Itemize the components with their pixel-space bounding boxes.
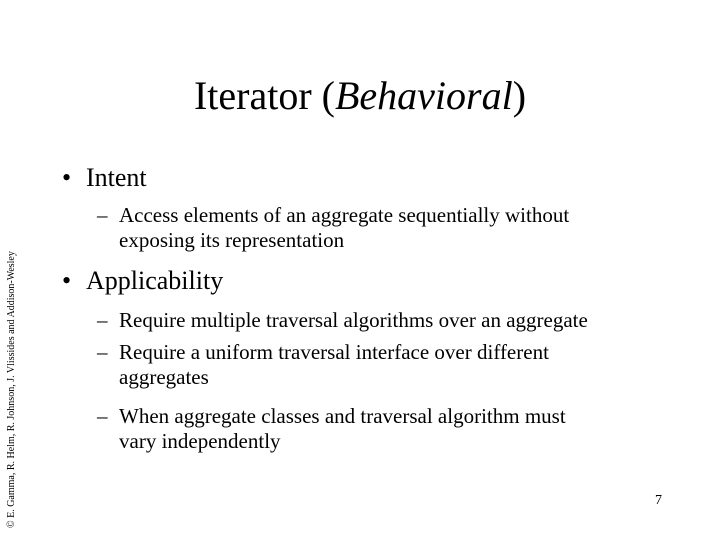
section-heading-applicability [62,266,223,296]
list-item [97,203,687,253]
list-item [97,308,687,333]
bullet-icon: • [62,163,72,192]
list-item [97,340,687,390]
list-item-line2: aggregates [119,365,209,389]
list-item-line2: exposing its representation [119,228,345,252]
title-close: ) [512,73,527,118]
list-item [97,404,687,454]
list-item-line1: Access elements of an aggregate sequentially without [119,203,570,227]
copyright-notice: © E. Gamma, R. Helm, R. Johnson, J. Vlissides and Addison-Wesley [6,251,17,528]
section-heading-intent [62,163,147,193]
dash-icon: – [97,203,108,227]
list-item-line1: When aggregate classes and traversal algorithm must [119,404,566,428]
list-item-line1: Require multiple traversal algorithms over an aggregate [119,308,588,332]
slide-title [0,70,720,122]
bullet-icon: • [62,266,72,295]
section-heading-label: Intent [86,163,147,192]
dash-icon: – [97,404,108,428]
list-item-line2: vary independently [119,429,281,453]
page-number: 7 [655,493,662,508]
dash-icon: – [97,340,108,364]
section-heading-label: Applicability [86,266,224,295]
dash-icon: – [97,308,108,332]
title-italic: Behavioral [334,73,513,118]
title-main: Iterator ( [193,73,335,118]
list-item-line1: Require a uniform traversal interface over different [119,340,549,364]
